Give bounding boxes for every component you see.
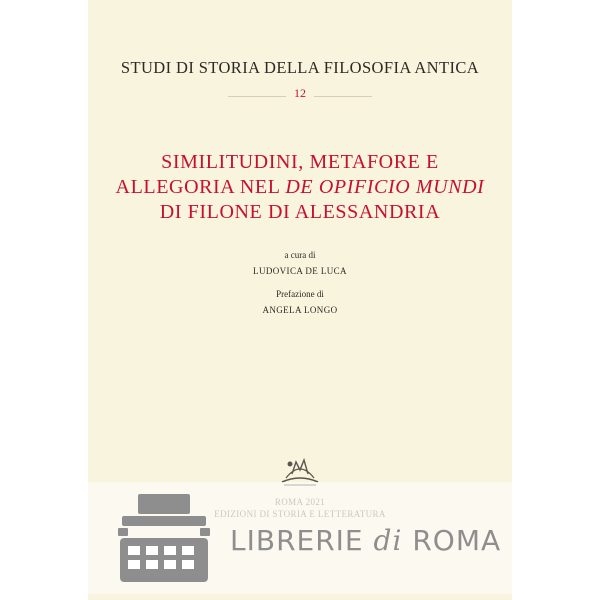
book-title	[88, 150, 512, 225]
title-line-2-prefix: ALLEGORIA NEL	[115, 176, 286, 198]
watermark-text	[230, 524, 501, 557]
watermark-text-a: LIBRERIE	[230, 524, 374, 557]
volume-number-text: 12	[286, 86, 314, 100]
title-line-3: DI FILONE DI ALESSANDRIA	[159, 201, 441, 223]
editor-name: LUDOVICA DE LUCA	[253, 266, 347, 276]
title-line-1: SIMILITUDINI, METAFORE E	[161, 151, 439, 173]
watermark-text-b: ROMA	[402, 524, 502, 557]
edited-by-label: a cura di	[284, 250, 316, 260]
preface-author: ANGELA LONGO	[262, 305, 338, 315]
series-title: STUDI DI STORIA DELLA FILOSOFIA ANTICA	[120, 58, 480, 77]
watermark-text-di: di	[373, 524, 403, 557]
title-line-2	[88, 175, 512, 200]
preface-label: Prefazione di	[276, 289, 324, 299]
volume-number	[88, 86, 512, 101]
title-line-2-italic: DE OPIFICIO MUNDI	[285, 176, 485, 198]
typewriter-icon	[116, 490, 212, 586]
